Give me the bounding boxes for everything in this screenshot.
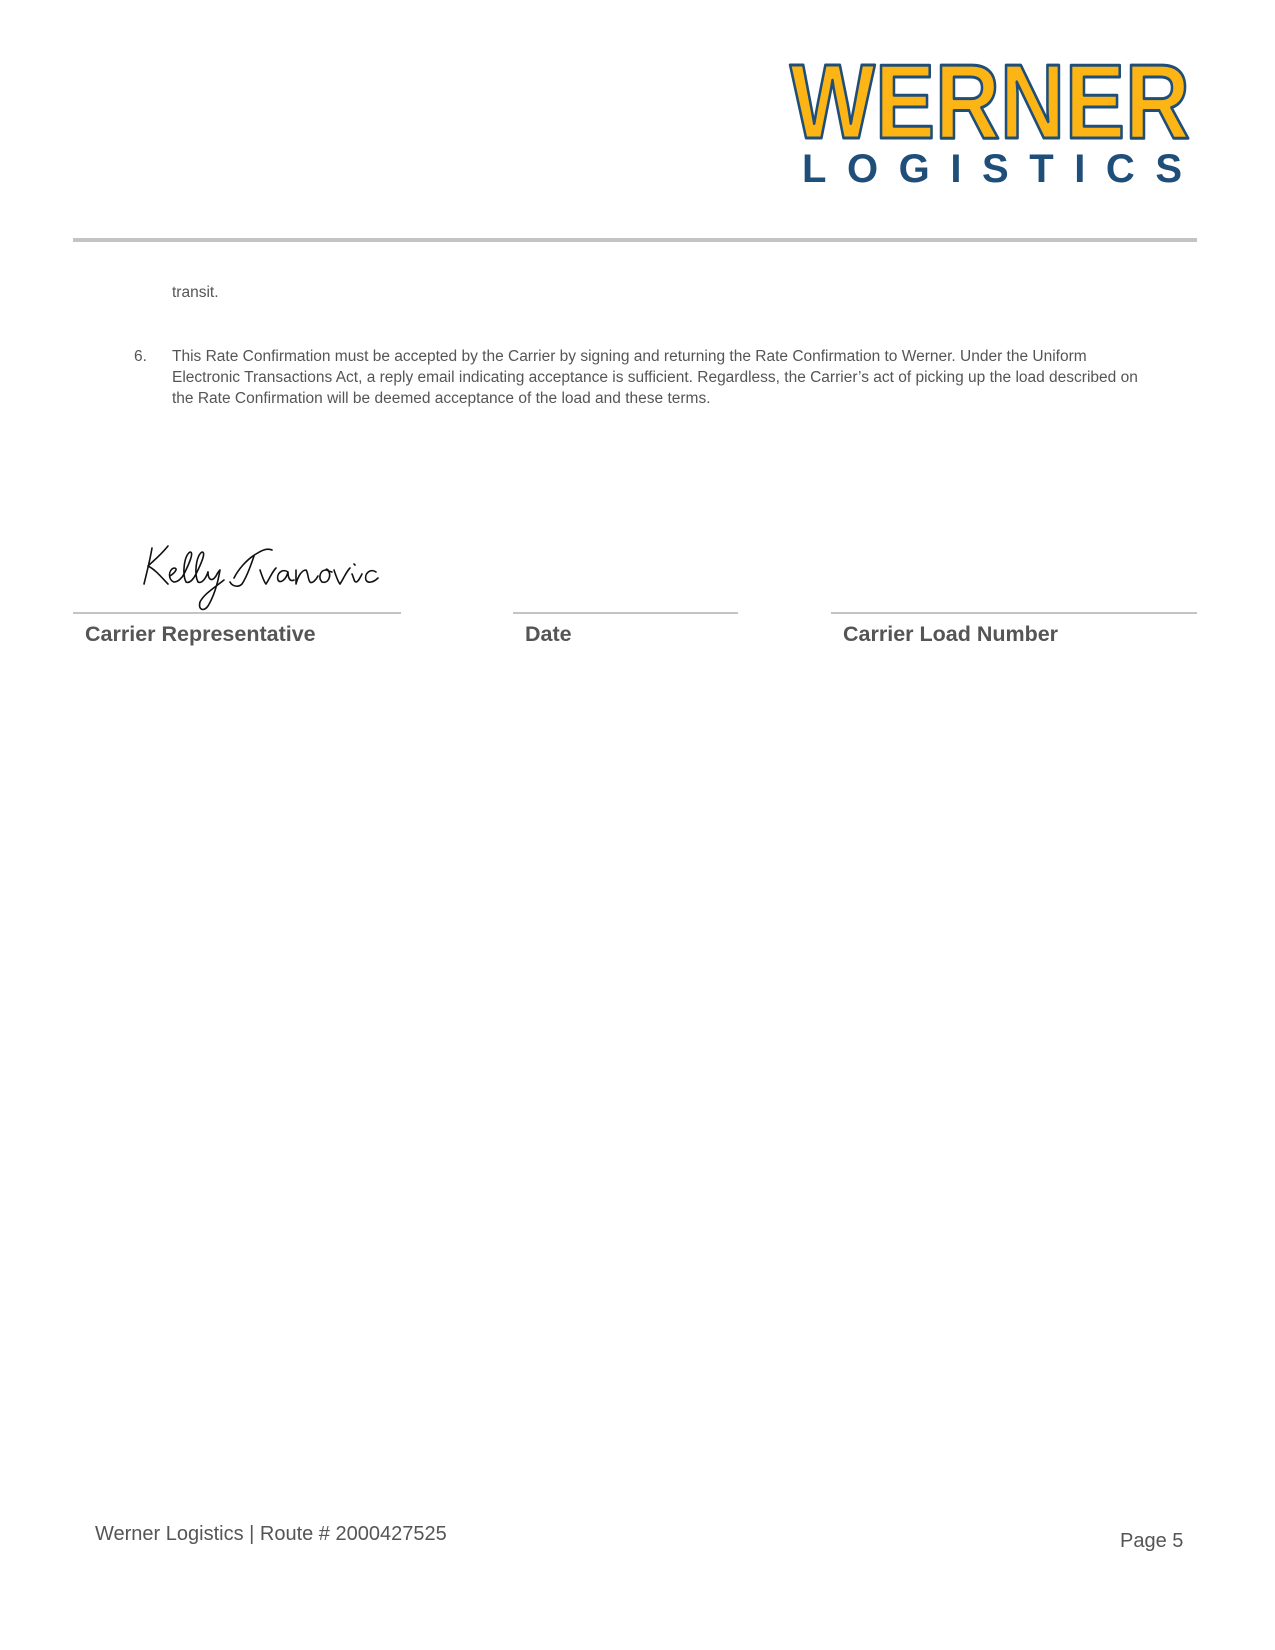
header-divider [73,238,1197,242]
carrier-load-number-label: Carrier Load Number [843,622,1059,646]
logo-secondary-text: LOGISTICS [802,147,1182,190]
date-line [513,612,738,614]
date-label: Date [525,622,572,646]
carrier-representative-line [73,612,401,614]
continued-clause-text: transit. [172,284,219,301]
werner-logistics-logo [780,40,1200,190]
clause-number: 6. [134,348,147,365]
carrier-representative-label: Carrier Representative [85,622,316,646]
footer-page-number: Page 5 [1120,1530,1184,1552]
carrier-signature [138,540,388,615]
footer-route-info: Werner Logistics | Route # 2000427525 [95,1523,447,1545]
clause-text: This Rate Confirmation must be accepted by the Carrier by signing and returning the Rate Confirmation to Werner. Under the Uniform Electronic Transactions Act, a reply email indicating acceptance is sufficient. Regardless, the Carrier’s act of picking up the load described on the Rate Confirmation will be deemed acceptance of the load and these terms. [172,348,1138,407]
logo-primary-text: WERNER [790,43,1190,161]
signature-alt-text: Kelly Ivanovic [138,540,145,541]
carrier-load-number-line [831,612,1197,614]
